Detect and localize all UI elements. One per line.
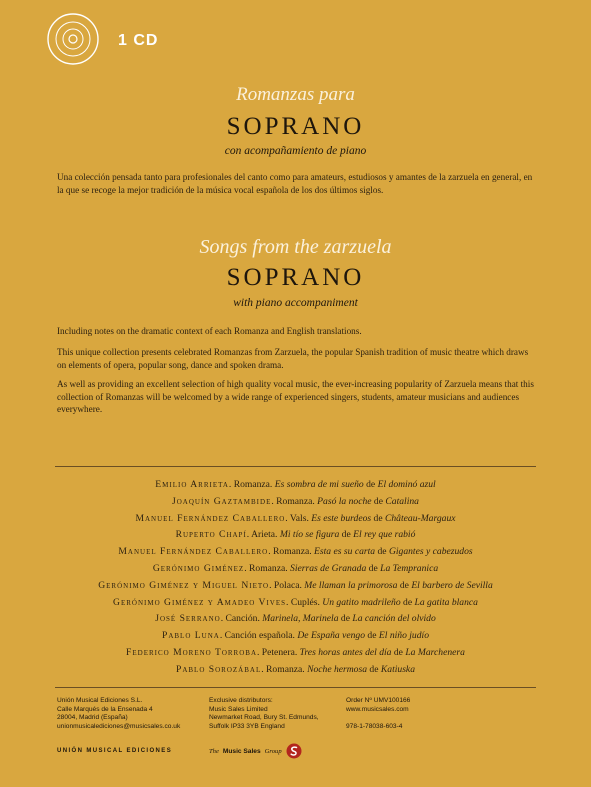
spanish-title: SOPRANO: [226, 113, 365, 140]
spanish-subtitle: con acompañamiento de piano: [224, 145, 367, 157]
divider-top: [55, 466, 536, 467]
english-title: SOPRANO: [226, 264, 365, 291]
group-name: Music Sales: [222, 747, 261, 755]
repertoire-item: Federico Moreno Torroba. Petenera. Tres horas antes del día de La Marchenera: [126, 646, 465, 658]
repertoire-item: Manuel Fernández Caballero. Romanza. Esta es su carta de Gigantes y cabezudos: [118, 546, 473, 558]
isbn: 978-1-78038-603-4: [346, 722, 403, 730]
english-subtitle: with piano accompaniment: [233, 297, 358, 309]
english-paragraph-notes: Including notes on the dramatic context of each Romanza and English translations.: [57, 326, 362, 336]
english-paragraph-collection: This unique collection presents celebrated Romanzas from Zarzuela, the popular Spanish tradition of music theatre which draws on elements of opera, popular song, dance and spoken drama.: [57, 347, 529, 370]
repertoire-item: Manuel Fernández Caballero. Vals. Es este burdeos de Château-Margaux: [135, 512, 456, 524]
divider-bottom: [55, 687, 536, 688]
repertoire-list: [0, 477, 591, 679]
cd-count-label: 1 CD: [118, 32, 159, 49]
spanish-description: Una colección pensada tanto para profesionales del canto como para amateurs, estudiosos y amantes de la zarzuela en general, en la que se recoge la mejor tradición de la música vocal española de los dos últimos siglos.: [57, 172, 533, 195]
repertoire-item: José Serrano. Canción. Marinela, Marinela de La canción del olvido: [155, 613, 436, 625]
repertoire-item: Gerónimo Giménez y Amadeo Vives. Cuplés. Un gatito madrileño de La gatita blanca: [113, 596, 478, 608]
publisher-info: [57, 697, 180, 731]
english-heading: Songs from the zarzuela: [199, 236, 392, 258]
distributor-name: Music Sales Limited: [209, 705, 268, 713]
website: www.musicsales.com: [346, 705, 409, 713]
group-suffix: Group: [264, 747, 282, 755]
spanish-heading: Romanzas para: [236, 84, 355, 105]
order-number: Order Nº UMV100166: [346, 697, 411, 704]
order-info: [346, 697, 410, 731]
distributor-info: [209, 697, 319, 731]
publisher-address-line-1: Calle Marqués de la Ensenada 4: [57, 705, 153, 713]
distributor-address-line-2: Suffolk IP33 3YB England: [209, 722, 285, 730]
repertoire-item: Gerónimo Giménez. Romanza. Sierras de Granada de La Tempranica: [152, 562, 439, 574]
publisher-email: unionmusicalediciones@musicsales.co.uk: [57, 722, 181, 730]
publisher-brand-logo: UNIÓN MUSICAL EDICIONES: [57, 748, 173, 754]
repertoire-item: Gerónimo Giménez y Miguel Nieto. Polaca. Me llaman la primorosa de El barbero de Sevilla: [98, 579, 493, 591]
repertoire-item: Pablo Luna. Canción española. De España vengo de El niño judío: [162, 630, 429, 642]
publisher-name: Unión Musical Ediciones S.L.: [57, 697, 143, 704]
repertoire-item: Ruperto Chapí. Arieta. Mi tío se figura de El rey que rabió: [175, 529, 416, 541]
group-prefix: The: [209, 747, 219, 755]
english-paragraph-popularity: As well as providing an excellent selection of high quality vocal music, the ever-increasing popularity of Zarzuela means that this collection of Romanzas will be welcomed by a wide range of experienced singers, students, amateur musicians and audiences everywhere.: [57, 379, 534, 414]
cd-icon: [46, 12, 100, 66]
music-sales-emblem-icon: [286, 743, 302, 759]
repertoire-item: Pablo Sorozábal. Romanza. Noche hermosa de Katiuska: [175, 663, 415, 675]
distributor-heading: Exclusive distributors:: [209, 697, 273, 704]
repertoire-item: Emilio Arrieta. Romanza. Es sombra de mi sueño de El dominó azul: [155, 479, 436, 490]
music-sales-group-logo: [209, 743, 302, 759]
repertoire-item: Joaquín Gaztambide. Romanza. Pasó la noche de Catalina: [172, 495, 419, 507]
publisher-address-line-2: 28004, Madrid (España): [57, 714, 128, 722]
distributor-address-line-1: Newmarket Road, Bury St. Edmunds,: [209, 714, 319, 722]
